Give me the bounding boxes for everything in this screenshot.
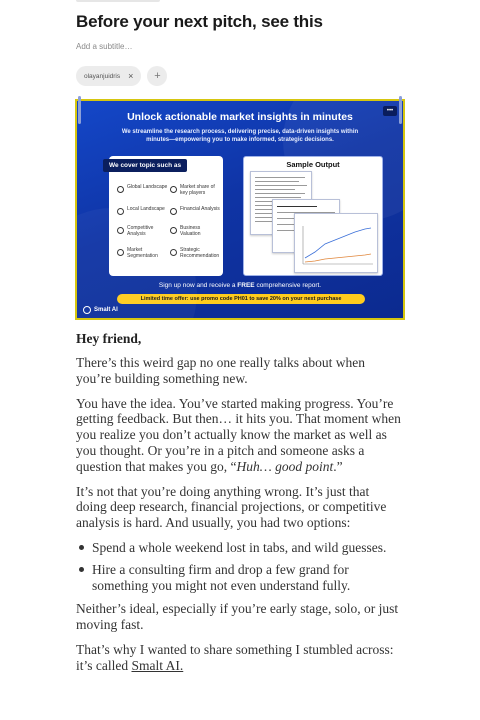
greeting: Hey friend, <box>76 331 142 346</box>
post-title[interactable]: Before your next pitch, see this <box>76 12 323 31</box>
topic-item: Global Landscape <box>117 184 168 196</box>
tag-label: olayanjuidris <box>84 72 121 80</box>
smalt-ai-link[interactable]: Smalt AI. <box>131 657 184 673</box>
topic-item: Local Landscape <box>117 206 168 215</box>
tag-chip[interactable] <box>76 66 141 86</box>
subtitle-input[interactable]: Add a subtitle… <box>76 42 133 51</box>
paragraph: You have the idea. You’ve started making progress. You’re getting feedback. But then… it hits you. That moment when you realize you don’t actually know the market as well as you thought. Or you’re in a pitch and someone asks a question that makes you go, “Huh… good point.” <box>76 395 401 474</box>
topic-item: Market share of key players <box>170 184 221 196</box>
sample-output-card <box>243 156 383 276</box>
finance-icon <box>170 208 177 215</box>
people-icon <box>117 227 124 234</box>
valuation-icon <box>170 227 177 234</box>
topics-card <box>109 156 223 276</box>
paragraph: Neither’s ideal, especially if you’re early stage, solo, or just moving fast. <box>76 601 399 633</box>
banner-cta: Sign up now and receive a FREE comprehensive report. <box>158 282 322 289</box>
post-body[interactable] <box>76 330 402 683</box>
resize-handle-right[interactable] <box>399 96 402 124</box>
paragraph: There’s this weird gap no one really talks about when you’re building something new. <box>76 355 366 386</box>
promo-offer: Limited time offer: use promo code PH01 to save 20% on your next purchase <box>117 294 365 304</box>
more-options-icon[interactable]: ••• <box>383 106 397 116</box>
strategy-icon <box>170 249 177 256</box>
close-icon[interactable]: × <box>128 70 134 81</box>
toolbar-edge <box>76 0 160 2</box>
brand-logo: Smalt AI <box>83 306 118 314</box>
map-icon <box>117 208 124 215</box>
list-item: Spend a whole weekend lost in tabs, and wild guesses. <box>76 540 402 556</box>
sample-page-chart <box>294 213 378 273</box>
resize-handle-left[interactable] <box>78 96 81 124</box>
logo-icon <box>83 306 91 314</box>
tag-list <box>76 66 167 86</box>
paragraph: It’s not that you’re doing anything wrong. It’s just that doing deep research, financial projections, or competitive analysis is hard. And usually, you had two options: <box>76 483 387 531</box>
topics-tag: We cover topic such as <box>103 159 187 172</box>
banner-image[interactable] <box>75 99 405 320</box>
topic-item: Financial Analysis <box>170 206 221 215</box>
banner-subhead: We streamline the research process, delivering precise, data-driven insights within minutes—empowering you to make informed, strategic decisions. <box>121 129 359 143</box>
add-tag-button[interactable]: + <box>147 66 167 86</box>
pie-icon <box>170 186 177 193</box>
topic-item: Market Segmentation <box>117 247 168 259</box>
globe-icon <box>117 186 124 193</box>
sample-chart-graphic <box>295 214 379 274</box>
topic-item: Competitive Analysis <box>117 225 168 237</box>
topic-item: Strategic Recommendation <box>170 247 221 259</box>
list-item: Hire a consulting firm and drop a few grand for something you might not even understand fully. <box>76 562 402 594</box>
topic-grid <box>117 184 221 259</box>
sample-output-title: Sample Output <box>286 160 340 169</box>
bullet-list <box>76 540 402 593</box>
segment-icon <box>117 249 124 256</box>
topic-item: Business Valuation <box>170 225 221 237</box>
banner-headline: Unlock actionable market insights in minutes <box>127 111 353 123</box>
paragraph: That’s why I wanted to share something I stumbled across: it’s called Smalt AI. <box>76 641 394 673</box>
